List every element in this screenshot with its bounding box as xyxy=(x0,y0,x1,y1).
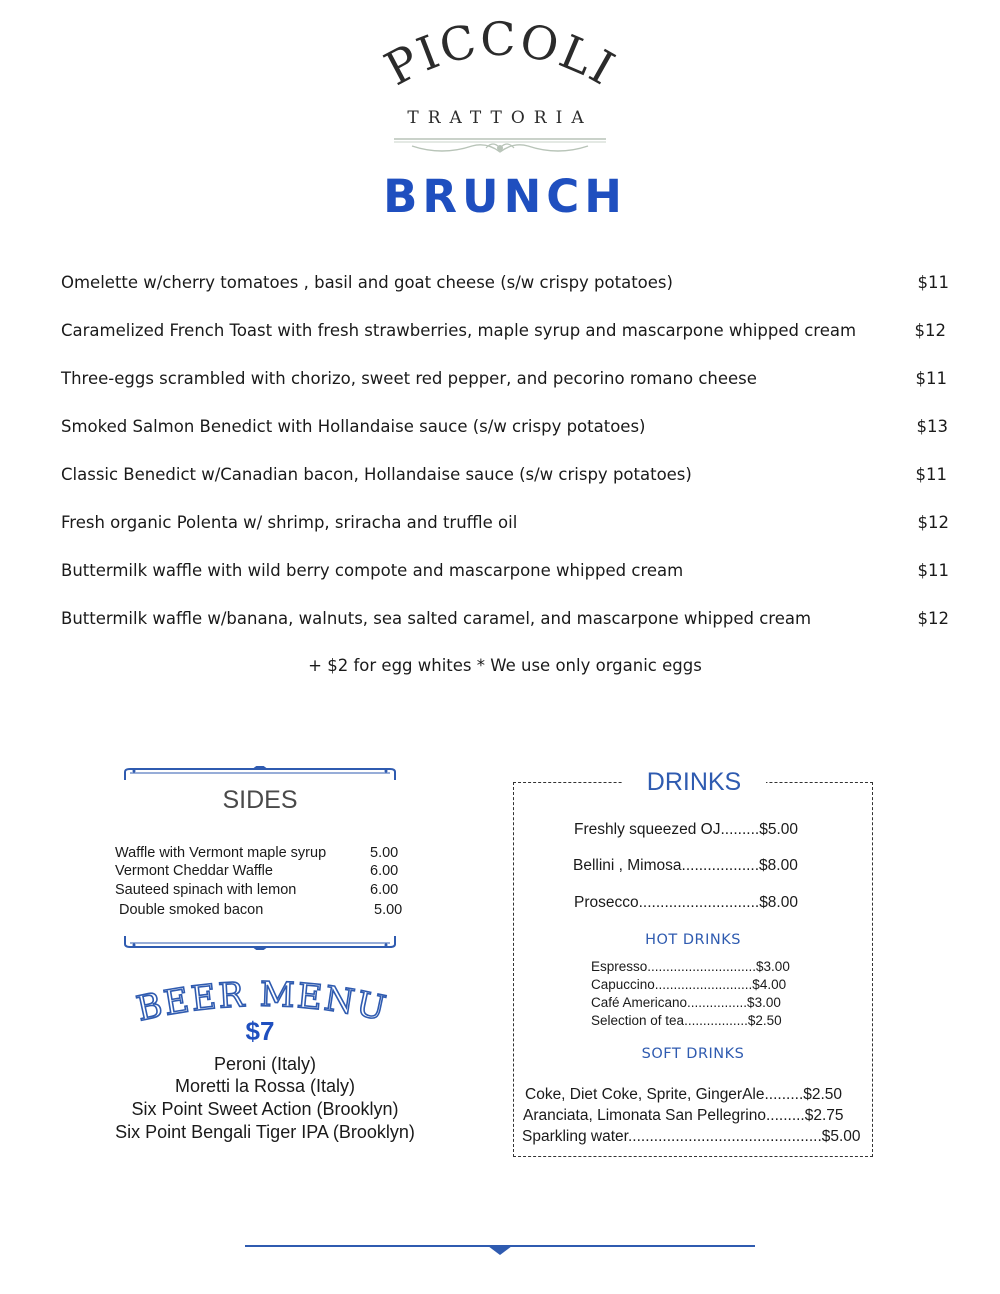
list-item: Freshly squeezed OJ.........$5.00 xyxy=(574,821,799,838)
side-item-price: 5.00 xyxy=(374,902,403,918)
logo-text: PICCOLI xyxy=(375,11,625,97)
list-item xyxy=(119,902,409,922)
ornament-bar-icon xyxy=(122,934,398,950)
logo-subtitle: TRATTORIA xyxy=(407,108,593,128)
menu-item-name: Buttermilk waffle w/banana, walnuts, sea salted caramel, and mascarpone whipped cream xyxy=(61,609,812,628)
list-item: Sparkling water.............................................$5.00 xyxy=(522,1128,861,1145)
menu-item-name: Three-eggs scrambled with chorizo, sweet red pepper, and pecorino romano cheese xyxy=(61,369,757,388)
list-item: Moretti la Rossa (Italy) xyxy=(174,1076,356,1096)
menu-item-price: $11 xyxy=(917,561,949,580)
menu-item-name: Caramelized French Toast with fresh strawberries, maple syrup and mascarpone whipped cream xyxy=(61,321,857,340)
list-item xyxy=(115,863,405,883)
menu-item-price: $12 xyxy=(914,321,946,340)
svg-text:PICCOLI xyxy=(376,12,625,96)
list-item: Café Americano................$3.00 xyxy=(591,995,781,1010)
list-item: Six Point Bengali Tiger IPA (Brooklyn) xyxy=(115,1122,415,1142)
list-item: Selection of tea.................$2.50 xyxy=(591,1013,782,1028)
ornament-bar-icon xyxy=(122,766,398,782)
menu-item-name: Smoked Salmon Benedict with Hollandaise sauce (s/w crispy potatoes) xyxy=(61,417,646,436)
list-item: Bellini , Mimosa..................$8.00 xyxy=(573,857,798,874)
menu-item-name: Omelette w/cherry tomatoes , basil and goat cheese (s/w crispy potatoes) xyxy=(61,273,673,292)
side-item-name: Vermont Cheddar Waffle xyxy=(115,863,273,879)
menu-item-price: $11 xyxy=(917,273,949,292)
menu-item xyxy=(61,561,949,587)
list-item xyxy=(115,845,405,865)
menu-item-price: $12 xyxy=(917,609,949,628)
menu-item-name: Fresh organic Polenta w/ shrimp, sriracha and truffle oil xyxy=(61,513,518,532)
logo xyxy=(340,10,660,120)
side-item-name: Sauteed spinach with lemon xyxy=(115,882,297,898)
list-item: Peroni (Italy) xyxy=(213,1054,317,1074)
list-item: Prosecco............................$8.00 xyxy=(574,894,798,911)
menu-item-price: $11 xyxy=(915,369,947,388)
beer-menu-title-text: BEER MENU xyxy=(133,978,391,1030)
beer-price: $7 xyxy=(245,1016,275,1046)
list-item: Espresso.............................$3.00 xyxy=(591,959,790,974)
list-item: Coke, Diet Coke, Sprite, GingerAle.........$2.50 xyxy=(525,1086,843,1103)
footer-divider-icon xyxy=(245,1238,755,1258)
menu-note: + $2 for egg whites * We use only organic eggs xyxy=(308,656,702,675)
side-item-price: 6.00 xyxy=(370,882,399,898)
list-item: Six Point Sweet Action (Brooklyn) xyxy=(131,1099,399,1119)
menu-item-name: Classic Benedict w/Canadian bacon, Hollandaise sauce (s/w crispy potatoes) xyxy=(61,465,692,484)
soft-drinks-title: SOFT DRINKS xyxy=(641,1046,745,1062)
menu-item xyxy=(61,609,949,635)
sides-title: SIDES xyxy=(222,786,298,814)
side-item-price: 6.00 xyxy=(370,863,399,879)
list-item: Aranciata, Limonata San Pellegrino.........$2.75 xyxy=(523,1107,844,1124)
page-title: BRUNCH xyxy=(383,170,627,223)
side-item-price: 5.00 xyxy=(370,845,399,861)
menu-item-price: $13 xyxy=(916,417,948,436)
menu-item xyxy=(61,273,949,299)
menu-item-name: Buttermilk waffle with wild berry compote and mascarpone whipped cream xyxy=(61,561,684,580)
menu-item xyxy=(61,369,947,395)
menu-item-price: $11 xyxy=(915,465,947,484)
scroll-ornament-icon xyxy=(392,132,608,160)
menu-item xyxy=(61,321,946,347)
menu-item xyxy=(61,465,947,491)
menu-item-price: $12 xyxy=(917,513,949,532)
list-item: Capuccino..........................$4.00 xyxy=(591,977,787,992)
side-item-name: Double smoked bacon xyxy=(119,902,264,918)
menu-item xyxy=(61,513,949,539)
menu-item xyxy=(61,417,948,443)
side-item-name: Waffle with Vermont maple syrup xyxy=(115,845,327,861)
drinks-title: DRINKS xyxy=(622,768,766,797)
list-item xyxy=(115,882,405,902)
hot-drinks-title: HOT DRINKS xyxy=(645,932,741,948)
